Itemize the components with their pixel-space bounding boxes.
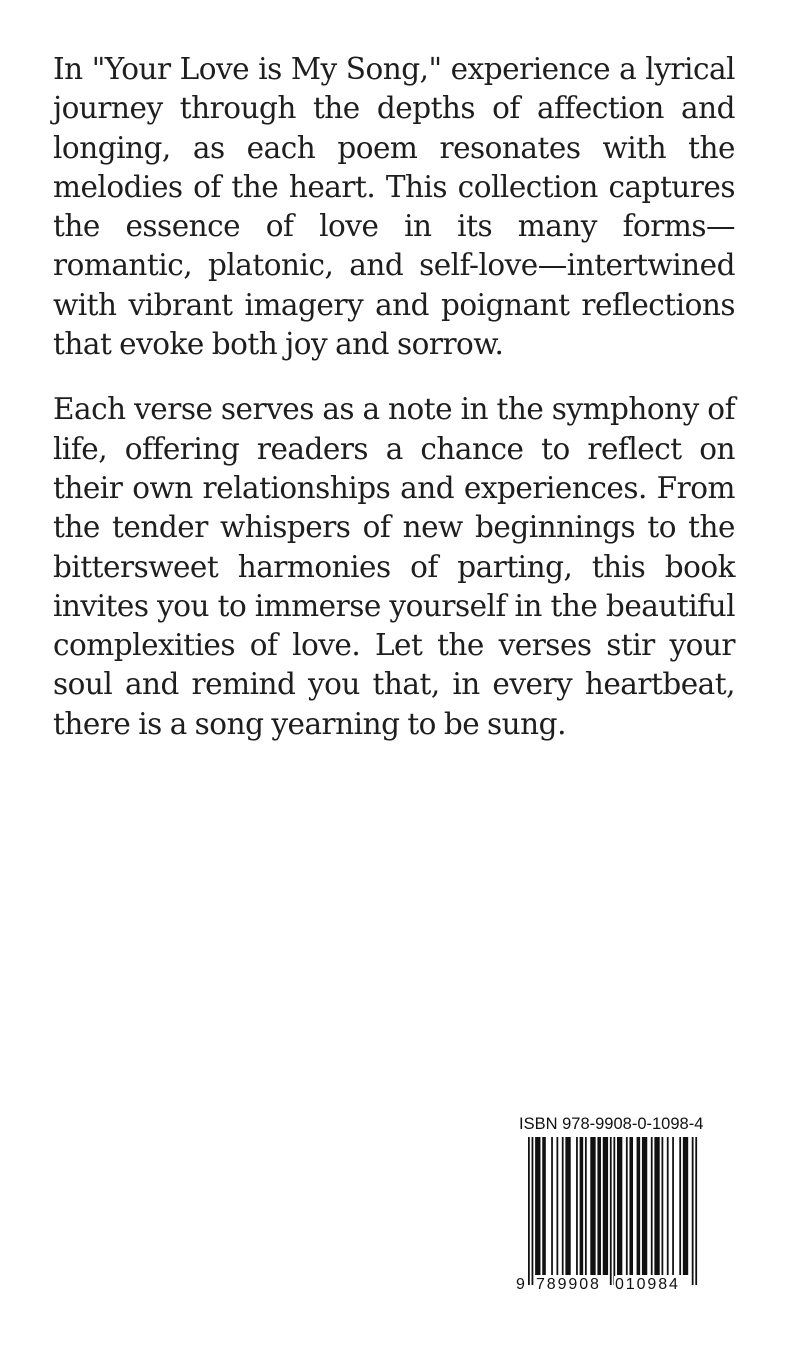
barcode-bar bbox=[651, 1137, 653, 1275]
barcode-bar bbox=[535, 1137, 540, 1275]
barcode-bar bbox=[667, 1137, 669, 1275]
barcode-bar bbox=[617, 1137, 622, 1275]
barcode-digits-right: 010984 bbox=[615, 1276, 680, 1293]
barcode-bar bbox=[654, 1137, 659, 1275]
isbn-label: ISBN 978-9908-0-1098-4 bbox=[519, 1115, 704, 1133]
book-description bbox=[53, 50, 735, 770]
barcode-bars bbox=[511, 1137, 699, 1287]
barcode-bar bbox=[590, 1137, 595, 1275]
barcode-bar bbox=[603, 1137, 608, 1275]
barcode-bar bbox=[562, 1137, 564, 1275]
barcode-bar bbox=[637, 1137, 641, 1275]
barcode-guard-bar bbox=[528, 1137, 530, 1285]
barcode-digit-lead: 9 bbox=[516, 1276, 525, 1293]
barcode-bar bbox=[629, 1137, 633, 1275]
barcode-guard-bar bbox=[692, 1137, 694, 1285]
barcode-guard-bar bbox=[695, 1137, 697, 1285]
barcode-bar bbox=[642, 1137, 647, 1275]
barcode-bar bbox=[565, 1137, 570, 1275]
barcode-bar bbox=[626, 1137, 628, 1275]
barcode-bar bbox=[597, 1137, 601, 1275]
isbn-barcode bbox=[511, 1113, 704, 1303]
barcode-bar bbox=[683, 1137, 688, 1275]
barcode-bar bbox=[662, 1137, 664, 1275]
barcode-bar bbox=[542, 1137, 546, 1275]
barcode-guard-bar bbox=[613, 1137, 615, 1285]
barcode-guard-bar bbox=[610, 1137, 612, 1285]
barcode-bar bbox=[551, 1137, 553, 1275]
barcode-bar bbox=[679, 1137, 681, 1275]
barcode-bar bbox=[556, 1137, 558, 1275]
barcode-bar bbox=[585, 1137, 587, 1275]
barcode-bar bbox=[580, 1137, 584, 1275]
description-paragraph-2: Each verse serves as a note in the symphony of life, offering readers a chance to reflect on their own relationships and experiences. From the tender whispers of new beginnings to the bittersweet harmonies of parting, this book invites you to immerse yourself in the beautiful complexities of love. Let the verses stir your soul and remind you that, in every heartbeat, there is a song yearning to be sung. bbox=[53, 392, 735, 741]
barcode-guard-bar bbox=[532, 1137, 534, 1285]
description-paragraph-1: In "Your Love is My Song," experience a lyrical journey through the depths of affection and longing, as each poem resonates with the melodies of the heart. This collection captures the essence of love in its many forms—romantic, platonic, and self-love—intertwined with vibrant imagery and poignant reflections that evoke both joy and sorrow. bbox=[53, 52, 735, 362]
barcode-digits-left: 789908 bbox=[536, 1276, 601, 1293]
barcode-bar bbox=[576, 1137, 578, 1275]
barcode-bar bbox=[672, 1137, 674, 1275]
